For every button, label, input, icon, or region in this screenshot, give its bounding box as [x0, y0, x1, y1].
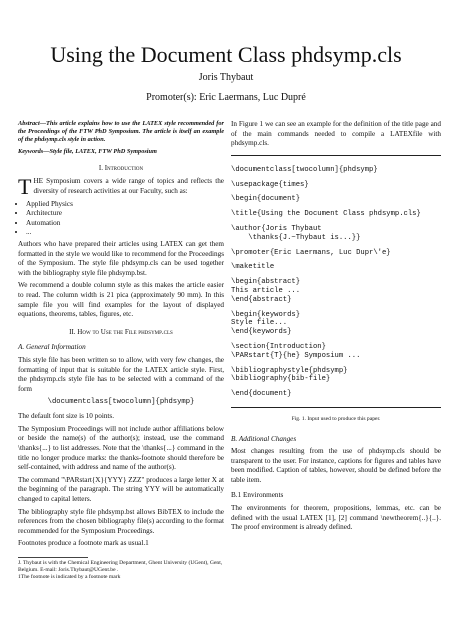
topic-list [18, 200, 224, 238]
list-item: • Automation [26, 219, 224, 229]
subsection-heading-general: A. General Information [18, 343, 86, 352]
keywords: Keywords—Style file, LATEX, FTW PhD Symposium [18, 147, 157, 155]
documentclass-code: \documentclass[twocolumn]{phdsymp} [47, 398, 195, 407]
code-line: \bibliographystyle{phdsymp} \bibliography{bib-file} [231, 366, 348, 384]
subsubsection-heading-environments: B.1 Environments [231, 491, 284, 500]
general-paragraph-5: The bibliography style file phdsymp.bst allows BibTEX to include the references from the chosen bibliography file(s) according to the format recommended for the Symposium Proceedings. [18, 507, 224, 535]
right-column [231, 120, 441, 536]
intro-paragraph-3: We recommend a double column style as this makes the article easier to read. The column width is 21 pica (approximately 90 mm). In this sample file you will find examples for the layout of displayed equations, theorems, tables, figures, etc. [18, 281, 224, 319]
code-line: \section{Introduction} \PARstart{T}{he} Symposium ... [231, 342, 361, 360]
code-line: \documentclass[twocolumn]{phdsymp} [231, 165, 378, 174]
general-paragraph-6: Footnotes produce a footnote mark as usual.1 [18, 539, 149, 548]
general-paragraph-2: The default font size is 10 points. [18, 412, 115, 421]
figure-intro-paragraph: In Figure 1 we can see an example for the definition of the title page and of the main commands needed to compile a LATEXfile with phdsymp.cls. [231, 120, 441, 148]
intro-paragraph-2: Authors who have prepared their articles using LATEX can get them formatted in the style we would like to recommend for the Proceedings of the Symposium. The style file phdsymp.cls can be used together with the bibliography style file phdsymp.bst. [18, 239, 224, 277]
general-paragraph-4: The command "\PARstart{X}{YYY} ZZZ" produces a large letter X at the beginning of the paragraph. The string YYY will be automatically changed to capital letters. [18, 475, 224, 504]
code-line: \end{document} [231, 390, 292, 399]
general-paragraph-3: The Symposium Proceedings will not include author affiliations below or beside the name(s) of the author(s); instead, use the command \thanks{...} to list addresses. Note that the \thanks{...} command in the title no longer produce marks: the thanks-footnote should therefore be self-contained, with address and name of the author(s). [18, 424, 224, 472]
list-item: • ... [26, 228, 224, 238]
promoter-line: Promoter(s): Eric Laermans, Luc Dupré [146, 92, 306, 103]
code-line: \title{Using the Document Class phdsymp.cls} [231, 210, 421, 219]
list-item: • Applied Physics [26, 200, 224, 210]
code-line: \maketitle [231, 263, 275, 272]
section-heading-how-to-use: II. How to Use the File phdsymp.cls [69, 327, 173, 336]
code-line: \usepackage{times} [231, 180, 309, 189]
footnote-thanks: J. Thybaut is with the Chemical Engineering Department, Ghent University (UGent), Gent, Belgium. E-mail: Joris.Thybaut@UGent.be . [18, 560, 223, 574]
intro-paragraph-1-text: HE Symposium covers a wide range of topics and reflects the diversity of research activities at our Faculty, such as: [33, 177, 224, 195]
intro-paragraph-1 [18, 174, 224, 200]
list-item: • Architecture [26, 209, 224, 219]
environments-paragraph-1: The environments for theorem, propositions, lemmas, etc. can be defined with the usual LATEX [1], [2] command \newtheorem{..}{..}. The proof environment is already defined. [231, 504, 441, 532]
figure-1 [231, 155, 441, 408]
abstract: Abstract—This article explains how to use the LATEX style recommended for the Proceedings of the FTW PhD Symposium. The article is itself an example of the phdsymp.cls style in action. [18, 120, 224, 144]
left-column [18, 120, 224, 582]
dropcap-letter: T [18, 174, 32, 200]
code-line: \author{Joris Thybaut \thanks{J.~Thybaut is...}} [231, 224, 361, 242]
paper-title: Using the Document Class phdsymp.cls [50, 42, 402, 67]
footnote-1: 1The footnote is indicated by a footnote mark [18, 574, 121, 581]
subsection-heading-additional: B. Additional Changes [231, 434, 297, 443]
author-line: Joris Thybaut [198, 72, 254, 83]
section-heading-introduction: I. Introduction [98, 163, 144, 172]
code-line: \begin{abstract} This article ... \end{abstract} [231, 278, 301, 304]
code-line: \begin{document} [231, 195, 301, 204]
general-paragraph-1: This style file has been written so to allow, with very few changes, the formatting of input that is suitable for the LATEX article style. First, the phdsymp.cls style file has to be selected with a command of the form [18, 355, 224, 393]
code-line: \promoter{Eric Laermans, Luc Dupr\'e} [231, 248, 391, 257]
additional-paragraph-1: Most changes resulting from the use of phdsymp.cls should be transparent to the user. For instance, captions for figures and tables have been modified. Caption of tables, however, should be defined before the table item. [231, 447, 441, 484]
code-line: \begin{keywords} Style file... \end{keywords} [231, 310, 301, 337]
figure-caption: Fig. 1. Input used to produce this paper. [291, 415, 381, 422]
